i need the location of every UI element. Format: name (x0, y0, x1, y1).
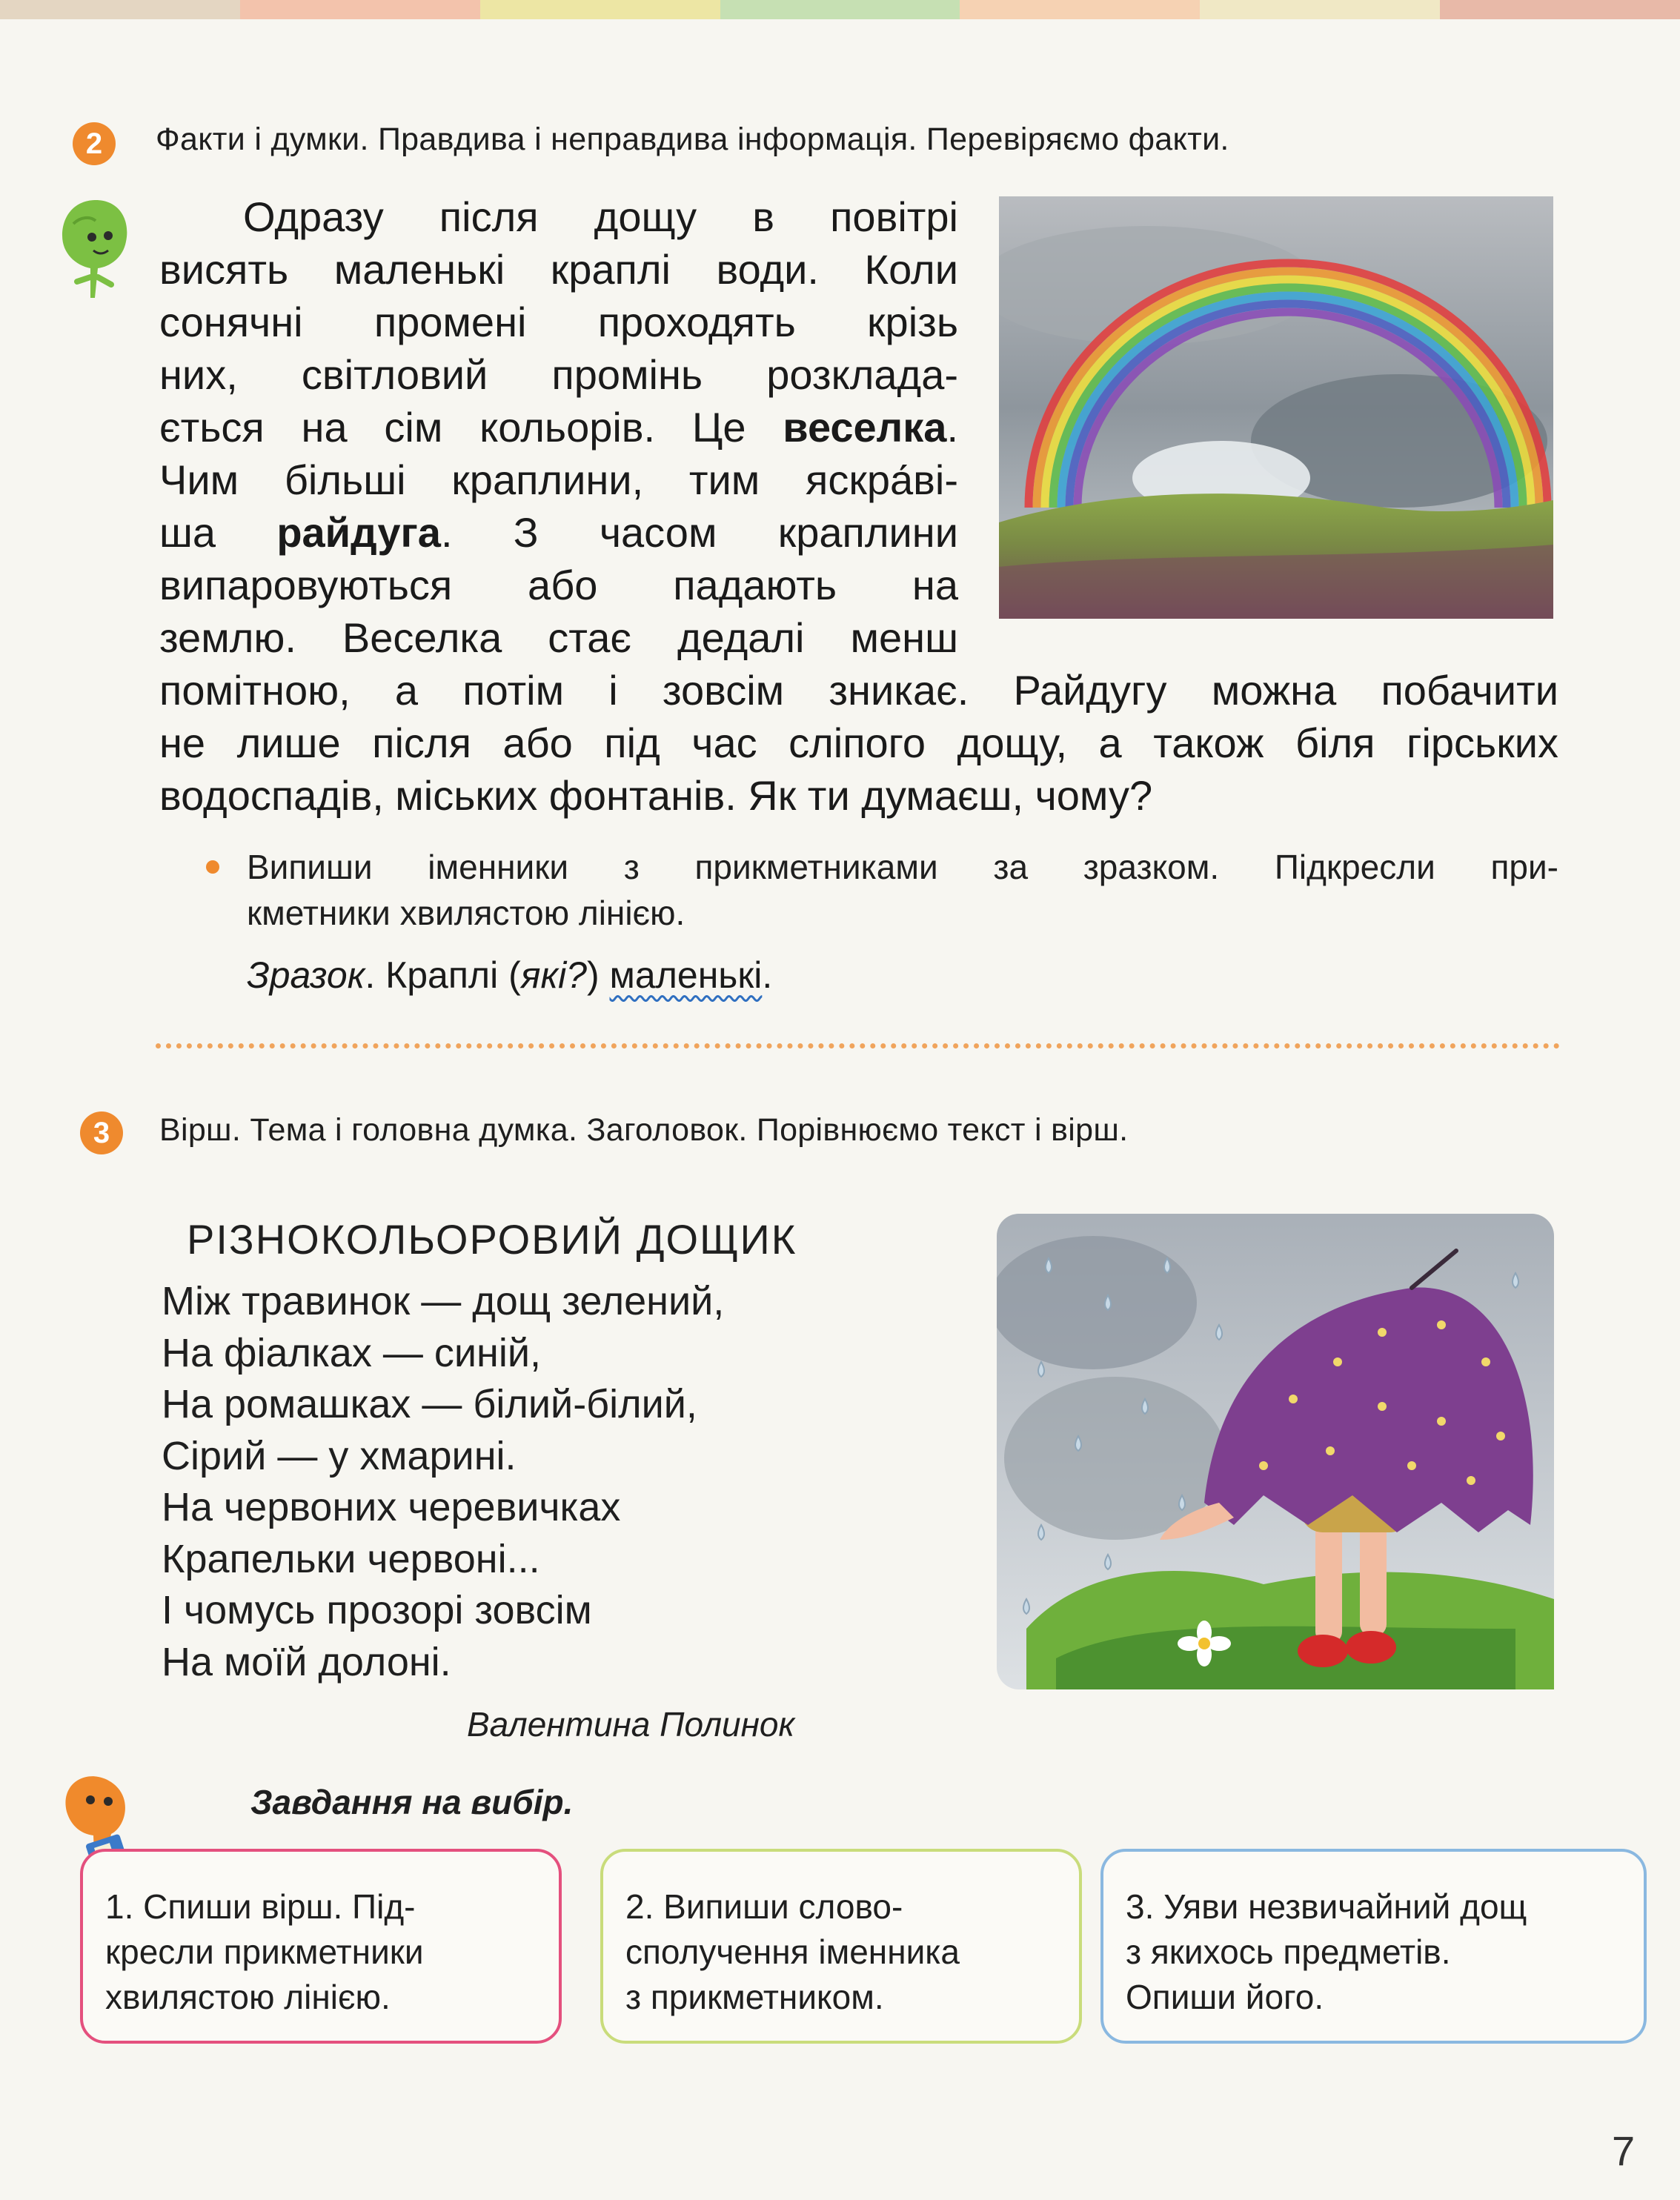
girl-with-purple-umbrella-in-rain-illustration (997, 1214, 1554, 1689)
choice-line: з якихось предметів. (1126, 1933, 1451, 1971)
choice-line: 2. Випиши слово- (625, 1887, 903, 1926)
poem-line: Сірий — у хмарині. (162, 1433, 517, 1478)
poem-line: Між травинок — дощ зелений, (162, 1279, 725, 1323)
section-separator (156, 1043, 1560, 1049)
poem-line: На червоних черевичках (162, 1485, 621, 1529)
text-line: висять маленькі краплі води. Коли (159, 246, 958, 293)
poem-title: РІЗНОКОЛЬОРОВИЙ ДОЩИК (187, 1216, 797, 1263)
section-3-heading: Вірш. Тема і головна думка. Заголовок. Порівнюємо текст і вірш. (159, 1112, 1129, 1148)
text-run: . З часом краплини (440, 509, 958, 556)
choice-card-text (105, 1884, 424, 2020)
choice-line: кресли прикметники (105, 1933, 424, 1971)
choice-line: хвилястою лінією. (105, 1978, 391, 2016)
sample-text: . (762, 954, 773, 996)
poem-line: Крапельки червоні... (162, 1536, 540, 1581)
section-3-number-badge: 3 (80, 1111, 123, 1154)
sample-line (247, 954, 772, 997)
task-line: Випиши іменники з прикметниками за зразком. Підкресли при- (247, 848, 1558, 886)
text-line: помітною, а потім і зовсім зникає. Райдугу можна побачити (159, 667, 1558, 714)
green-leaf-mascot-icon (55, 194, 136, 305)
choice-card-text (625, 1884, 960, 2020)
text-line (159, 506, 958, 559)
choice-task-title: Завдання на вибір. (250, 1783, 574, 1821)
choice-line: 1. Спиши вірш. Під- (105, 1887, 416, 1926)
bullet-dot (206, 860, 219, 874)
page-number: 7 (1612, 2127, 1636, 2174)
text-line: не лише після або під час сліпого дощу, а також біля гірських (159, 720, 1558, 766)
stripe-segment (480, 0, 720, 19)
text-line: сонячні промені проходять крізь (159, 299, 958, 345)
sample-label: Зразок (247, 954, 365, 996)
choice-line: з прикметником. (625, 1978, 884, 2016)
term-veselka: веселка (783, 404, 947, 451)
choice-card-1 (80, 1849, 562, 2044)
stripe-segment (0, 0, 240, 19)
poem-line: На ромашках — білий-білий, (162, 1382, 697, 1426)
text-run: ється на сім кольорів. Це (159, 404, 783, 451)
stripe-segment (720, 0, 960, 19)
stripe-segment (1440, 0, 1680, 19)
poem-author: Валентина Полинок (467, 1705, 795, 1744)
rainbow-over-meadow-photo (999, 196, 1553, 619)
choice-line: Опиши його. (1126, 1978, 1324, 2016)
poem-line: На фіалках — синій, (162, 1330, 541, 1375)
task-line: кметники хвилястою лінією. (247, 894, 685, 932)
section-2-text-wrapped (159, 190, 958, 664)
text-run: . (946, 404, 958, 451)
poem-line: І чомусь прозорі зовсім (162, 1588, 592, 1632)
text-run: ша (159, 509, 277, 556)
stripe-segment (1200, 0, 1440, 19)
stripe-segment (240, 0, 480, 19)
sample-adjective: маленькі (609, 954, 763, 996)
term-raiduha: райдуга (276, 509, 441, 556)
text-line: них, світловий промінь розклада- (159, 351, 958, 398)
poem (162, 1276, 724, 1688)
choice-card-2 (600, 1849, 1082, 2044)
text-line: випаровуються або падають на (159, 562, 958, 608)
choice-line: 3. Уяви незвичайний дощ (1126, 1887, 1527, 1926)
text-line: Одразу після дощу в повітрі (243, 193, 958, 240)
text-line: землю. Веселка стає дедалі менш (159, 614, 958, 661)
section-2-number-badge: 2 (73, 122, 116, 165)
top-color-stripe (0, 0, 1680, 19)
choice-card-3 (1100, 1849, 1647, 2044)
sample-question: які? (520, 954, 587, 996)
stripe-segment (960, 0, 1200, 19)
text-line: Чим більші краплини, тим яскра́ві- (159, 456, 958, 503)
section-2-text-full (159, 664, 1558, 822)
poem-line: На моїй долоні. (162, 1639, 451, 1684)
section-2-task (247, 844, 1558, 936)
section-2-heading: Факти і думки. Правдива і неправдива інформація. Перевіряємо факти. (156, 122, 1229, 157)
choice-line: сполучення іменника (625, 1933, 960, 1971)
text-line (159, 401, 958, 453)
sample-text: ) (586, 954, 610, 996)
choice-card-text (1126, 1884, 1527, 2020)
sample-text: . Краплі ( (365, 954, 521, 996)
text-line: водоспадів, міських фонтанів. Як ти думаєш, чому? (159, 772, 1153, 819)
